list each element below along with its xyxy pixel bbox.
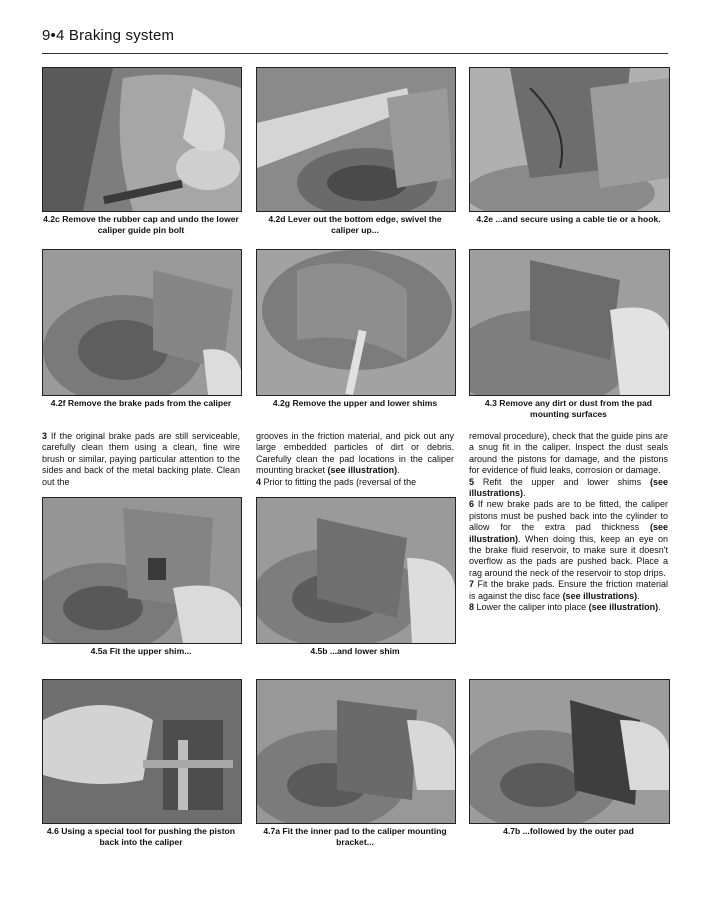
header-rule [42, 53, 668, 54]
punct: . [658, 602, 661, 613]
para-4-text: Prior to fitting the pads (reversal of the [261, 476, 417, 487]
photo-4-5b [256, 497, 456, 644]
caption-4-2f: 4.2f Remove the brake pads from the caliper [50, 398, 232, 408]
para-5-text: Refit the upper and lower shims [474, 476, 650, 487]
caption-4-2e: 4.2e ...and secure using a cable tie or a hook. [476, 214, 661, 224]
para-6-text: If new brake pads are to be fitted, the caliper pistons must be pushed back into the cylinder to allow for the extra pad thickness [469, 499, 668, 533]
see-illustrations-ref: (see illustrations) [562, 590, 638, 601]
para-number: 5 [469, 476, 475, 487]
para-3-cont: grooves in the friction material, and pick out any large embedded particles of dirt or debris. Carefully clean the pad locations in the caliper mounting bracket [256, 431, 454, 476]
page-header: 9•4 Braking system [42, 27, 175, 44]
para-number: 6 [469, 499, 475, 510]
caption-4-7a: 4.7a Fit the inner pad to the caliper mounting bracket... [263, 826, 447, 847]
caption-4-2d: 4.2d Lever out the bottom edge, swivel the caliper up... [268, 214, 442, 235]
see-illustration-ref: (see illustration) [327, 465, 398, 476]
para-6-text-cont: . When doing this, keep an eye on the brake fluid reservoir, to make sure it doesn't overflow as the pads are pushed back. Place a rag around the neck of the reservoir to stop drips. [469, 533, 668, 578]
photo-4-5a [42, 497, 242, 644]
photo-4-7b [469, 679, 670, 824]
photo-4-2g [256, 249, 456, 396]
photo-4-2f [42, 249, 242, 396]
para-7-text: Fit the brake pads. Ensure the friction material is against the disc face [469, 579, 668, 601]
photo-4-2d [256, 67, 456, 212]
text-col3 [469, 431, 668, 614]
photo-4-2c [42, 67, 242, 212]
caption-4-5b: 4.5b ...and lower shim [310, 646, 400, 656]
para-4-cont: removal procedure), check that the guide pins are a snug fit in the caliper. Inspect the dust seals around the pistons for damage, and the pistons for evidence of fluid leaks, corrosion or damage. [469, 431, 668, 476]
punct: . [637, 590, 640, 601]
photo-4-3 [469, 249, 670, 396]
caption-4-3: 4.3 Remove any dirt or dust from the pad mounting surfaces [484, 398, 653, 419]
text-col2 [256, 431, 454, 488]
see-illustration-ref: (see illustration) [469, 522, 668, 544]
para-number: 8 [469, 602, 475, 613]
para-number: 7 [469, 579, 475, 590]
para-number: 3 [42, 431, 48, 441]
caption-4-6: 4.6 Using a special tool for pushing the piston back into the caliper [46, 826, 236, 847]
caption-4-7b: 4.7b ...followed by the outer pad [503, 826, 634, 836]
punct: . [523, 488, 526, 499]
photo-4-2e [469, 67, 670, 212]
caption-4-2c: 4.2c Remove the rubber cap and undo the lower caliper guide pin bolt [43, 214, 239, 235]
photo-4-7a [256, 679, 456, 824]
para-8-text: Lower the caliper into place [474, 602, 589, 613]
caption-4-5a: 4.5a Fit the upper shim... [90, 646, 192, 656]
para-3-text: If the original brake pads are still serviceable, carefully clean them using a clean, fine wire brush or similar, paying particular attention to the sides and back of the metal backing plate. Clean out the [42, 431, 240, 487]
see-illustrations-ref: (see illustrations) [469, 476, 668, 499]
photo-4-6 [42, 679, 242, 824]
see-illustration-ref: (see illustration) [588, 602, 659, 613]
para-number: 4 [256, 476, 262, 487]
caption-4-2g: 4.2g Remove the upper and lower shims [272, 398, 438, 408]
text-col1 [42, 431, 240, 488]
punct: . [397, 465, 400, 476]
